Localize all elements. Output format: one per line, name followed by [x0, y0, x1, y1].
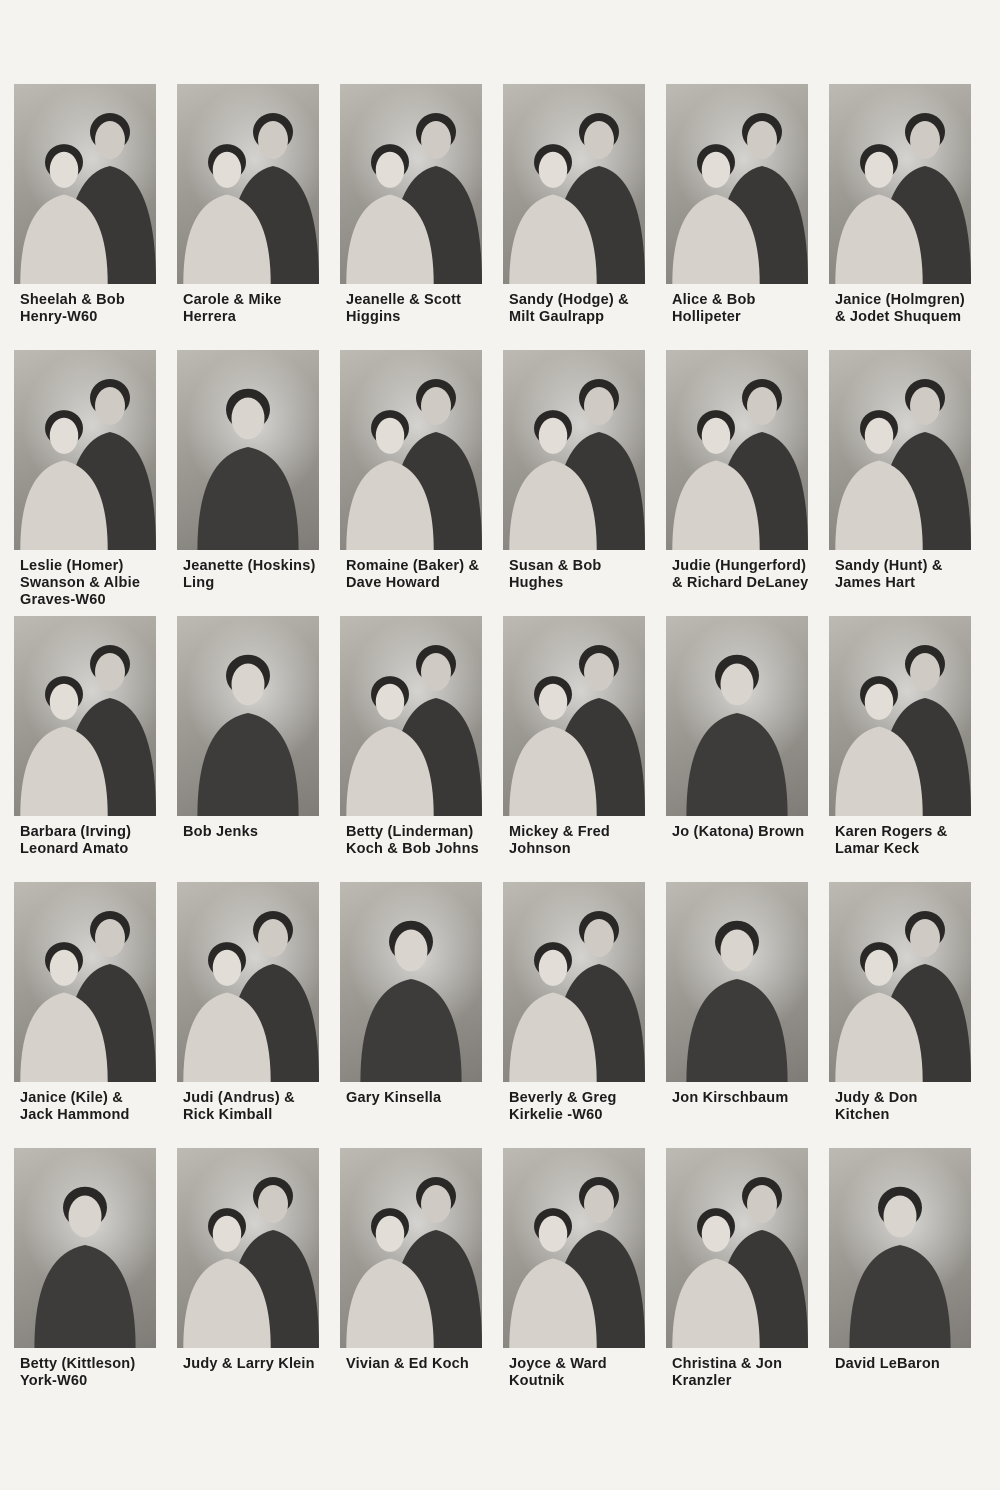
- portrait-photo: [503, 84, 645, 284]
- person-face: [376, 1216, 405, 1252]
- portrait-caption: Sheelah & Bob Henry-W60: [20, 292, 125, 325]
- portrait-photo: [666, 350, 808, 550]
- person-face: [232, 664, 265, 706]
- person-body: [197, 447, 298, 550]
- portrait-entry: [177, 84, 324, 350]
- portrait-photo: [177, 350, 319, 550]
- portrait-silhouette: [829, 84, 971, 284]
- portrait-caption: Janice (Holmgren) & Jodet Shuquem: [835, 292, 965, 325]
- portrait-photo: [503, 1148, 645, 1348]
- portrait-entry: [666, 350, 813, 616]
- portrait-entry: [340, 1148, 487, 1414]
- portrait-silhouette: [14, 1148, 156, 1348]
- portrait-photo: [829, 1148, 971, 1348]
- portrait-entry: [829, 350, 976, 616]
- portrait-entry: [829, 1148, 976, 1414]
- portrait-caption: Judie (Hungerford) & Richard DeLaney: [672, 558, 809, 591]
- portrait-caption: Judi (Andrus) & Rick Kimball: [183, 1090, 295, 1123]
- portrait-silhouette: [666, 350, 808, 550]
- person-face: [584, 653, 614, 691]
- portrait-caption: Betty (Kittleson) York-W60: [20, 1356, 136, 1389]
- portrait-entry: [666, 1148, 813, 1414]
- portrait-entry: [829, 882, 976, 1148]
- person-face: [376, 684, 405, 720]
- portrait-grid: [14, 84, 976, 1414]
- portrait-caption: Carole & Mike Herrera: [183, 292, 282, 325]
- portrait-entry: [177, 1148, 324, 1414]
- person-face: [258, 1185, 288, 1223]
- portrait-photo: [14, 1148, 156, 1348]
- portrait-caption: Jeanelle & Scott Higgins: [346, 292, 462, 325]
- person-face: [721, 664, 754, 706]
- portrait-silhouette: [177, 616, 319, 816]
- portrait-photo: [340, 882, 482, 1082]
- portrait-entry: [340, 84, 487, 350]
- portrait-entry: [14, 882, 161, 1148]
- portrait-photo: [666, 84, 808, 284]
- portrait-entry: [666, 84, 813, 350]
- portrait-silhouette: [177, 882, 319, 1082]
- portrait-silhouette: [829, 1148, 971, 1348]
- person-face: [865, 418, 894, 454]
- portrait-silhouette: [340, 616, 482, 816]
- portrait-silhouette: [503, 616, 645, 816]
- portrait-silhouette: [14, 882, 156, 1082]
- person-face: [213, 152, 242, 188]
- person-face: [747, 387, 777, 425]
- person-face: [702, 1216, 731, 1252]
- person-face: [539, 950, 568, 986]
- portrait-silhouette: [829, 882, 971, 1082]
- portrait-silhouette: [340, 84, 482, 284]
- portrait-caption: Vivian & Ed Koch: [346, 1356, 469, 1372]
- portrait-caption: David LeBaron: [835, 1356, 940, 1372]
- portrait-photo: [340, 616, 482, 816]
- person-face: [539, 1216, 568, 1252]
- portrait-silhouette: [666, 616, 808, 816]
- person-face: [747, 121, 777, 159]
- person-face: [213, 950, 242, 986]
- portrait-silhouette: [666, 84, 808, 284]
- person-face: [95, 653, 125, 691]
- person-face: [865, 152, 894, 188]
- portrait-caption: Gary Kinsella: [346, 1090, 442, 1106]
- person-body: [686, 713, 787, 816]
- portrait-silhouette: [666, 882, 808, 1082]
- portrait-entry: [503, 84, 650, 350]
- portrait-entry: [503, 616, 650, 882]
- portrait-caption: Jo (Katona) Brown: [672, 824, 805, 840]
- portrait-caption: Romaine (Baker) & Dave Howard: [346, 558, 480, 591]
- person-face: [50, 950, 79, 986]
- portrait-entry: [340, 616, 487, 882]
- portrait-caption: Sandy (Hunt) & James Hart: [835, 558, 943, 591]
- portrait-entry: [666, 616, 813, 882]
- portrait-entry: [14, 1148, 161, 1414]
- portrait-silhouette: [503, 350, 645, 550]
- portrait-caption: Christina & Jon Kranzler: [672, 1356, 783, 1389]
- person-face: [421, 121, 451, 159]
- portrait-caption: Joyce & Ward Koutnik: [509, 1356, 607, 1389]
- portrait-photo: [14, 84, 156, 284]
- person-face: [884, 1196, 917, 1238]
- portrait-caption: Jeanette (Hoskins) Ling: [183, 558, 316, 591]
- portrait-silhouette: [829, 616, 971, 816]
- portrait-entry: [177, 350, 324, 616]
- portrait-silhouette: [503, 882, 645, 1082]
- portrait-entry: [829, 616, 976, 882]
- portrait-photo: [829, 350, 971, 550]
- portrait-photo: [666, 616, 808, 816]
- portrait-entry: [503, 350, 650, 616]
- person-face: [376, 152, 405, 188]
- portrait-caption: Judy & Larry Klein: [183, 1356, 315, 1372]
- portrait-caption: Judy & Don Kitchen: [835, 1090, 918, 1123]
- person-face: [376, 418, 405, 454]
- person-body: [686, 979, 787, 1082]
- person-face: [232, 398, 265, 440]
- portrait-silhouette: [14, 84, 156, 284]
- portrait-photo: [177, 84, 319, 284]
- portrait-caption: Mickey & Fred Johnson: [509, 824, 610, 857]
- person-face: [584, 387, 614, 425]
- person-face: [258, 121, 288, 159]
- portrait-photo: [503, 882, 645, 1082]
- portrait-entry: [14, 350, 161, 616]
- person-face: [50, 418, 79, 454]
- person-face: [910, 919, 940, 957]
- portrait-silhouette: [177, 1148, 319, 1348]
- portrait-entry: [666, 882, 813, 1148]
- portrait-caption: Barbara (Irving) Leonard Amato: [20, 824, 132, 857]
- portrait-photo: [829, 616, 971, 816]
- person-face: [258, 919, 288, 957]
- portrait-photo: [14, 350, 156, 550]
- person-face: [95, 387, 125, 425]
- portrait-photo: [666, 1148, 808, 1348]
- portrait-photo: [829, 84, 971, 284]
- portrait-silhouette: [829, 350, 971, 550]
- person-face: [539, 152, 568, 188]
- person-body: [34, 1245, 135, 1348]
- person-body: [360, 979, 461, 1082]
- portrait-entry: [177, 616, 324, 882]
- portrait-caption: Beverly & Greg Kirkelie -W60: [509, 1090, 617, 1123]
- portrait-entry: [340, 350, 487, 616]
- portrait-photo: [666, 882, 808, 1082]
- portrait-photo: [177, 616, 319, 816]
- portrait-entry: [177, 882, 324, 1148]
- person-face: [910, 653, 940, 691]
- portrait-photo: [503, 616, 645, 816]
- portrait-photo: [177, 882, 319, 1082]
- person-face: [95, 121, 125, 159]
- portrait-entry: [503, 1148, 650, 1414]
- person-face: [539, 418, 568, 454]
- person-face: [421, 1185, 451, 1223]
- portrait-entry: [503, 882, 650, 1148]
- portrait-photo: [829, 882, 971, 1082]
- portrait-photo: [340, 1148, 482, 1348]
- person-face: [539, 684, 568, 720]
- portrait-caption: Alice & Bob Hollipeter: [672, 292, 756, 325]
- person-face: [584, 1185, 614, 1223]
- person-body: [197, 713, 298, 816]
- person-face: [910, 121, 940, 159]
- person-face: [584, 919, 614, 957]
- person-face: [421, 653, 451, 691]
- person-face: [95, 919, 125, 957]
- portrait-photo: [14, 616, 156, 816]
- portrait-caption: Bob Jenks: [183, 824, 259, 840]
- portrait-caption: Jon Kirschbaum: [672, 1090, 789, 1106]
- portrait-photo: [340, 84, 482, 284]
- portrait-caption: Karen Rogers & Lamar Keck: [835, 824, 948, 857]
- portrait-caption: Leslie (Homer) Swanson & Albie Graves-W60: [20, 558, 141, 608]
- person-face: [747, 1185, 777, 1223]
- portrait-photo: [14, 882, 156, 1082]
- portrait-photo: [340, 350, 482, 550]
- person-face: [865, 950, 894, 986]
- portrait-silhouette: [503, 1148, 645, 1348]
- person-face: [395, 930, 428, 972]
- person-face: [50, 684, 79, 720]
- portrait-silhouette: [340, 350, 482, 550]
- person-face: [721, 930, 754, 972]
- person-face: [50, 152, 79, 188]
- portrait-caption: Betty (Linderman) Koch & Bob Johns: [346, 824, 479, 857]
- portrait-silhouette: [14, 616, 156, 816]
- portrait-silhouette: [503, 84, 645, 284]
- person-face: [421, 387, 451, 425]
- portrait-photo: [177, 1148, 319, 1348]
- portrait-photo: [503, 350, 645, 550]
- portrait-silhouette: [340, 1148, 482, 1348]
- portrait-entry: [829, 84, 976, 350]
- person-face: [702, 152, 731, 188]
- person-face: [213, 1216, 242, 1252]
- portrait-entry: [14, 616, 161, 882]
- portrait-silhouette: [14, 350, 156, 550]
- portrait-caption: Sandy (Hodge) & Milt Gaulrapp: [509, 292, 629, 325]
- person-face: [69, 1196, 102, 1238]
- portrait-entry: [340, 882, 487, 1148]
- portrait-silhouette: [340, 882, 482, 1082]
- person-face: [910, 387, 940, 425]
- person-face: [865, 684, 894, 720]
- portrait-silhouette: [177, 84, 319, 284]
- portrait-caption: Susan & Bob Hughes: [509, 558, 602, 591]
- portrait-silhouette: [177, 350, 319, 550]
- person-face: [702, 418, 731, 454]
- portrait-silhouette: [666, 1148, 808, 1348]
- person-body: [849, 1245, 950, 1348]
- portrait-entry: [14, 84, 161, 350]
- portrait-caption: Janice (Kile) & Jack Hammond: [20, 1090, 130, 1123]
- person-face: [584, 121, 614, 159]
